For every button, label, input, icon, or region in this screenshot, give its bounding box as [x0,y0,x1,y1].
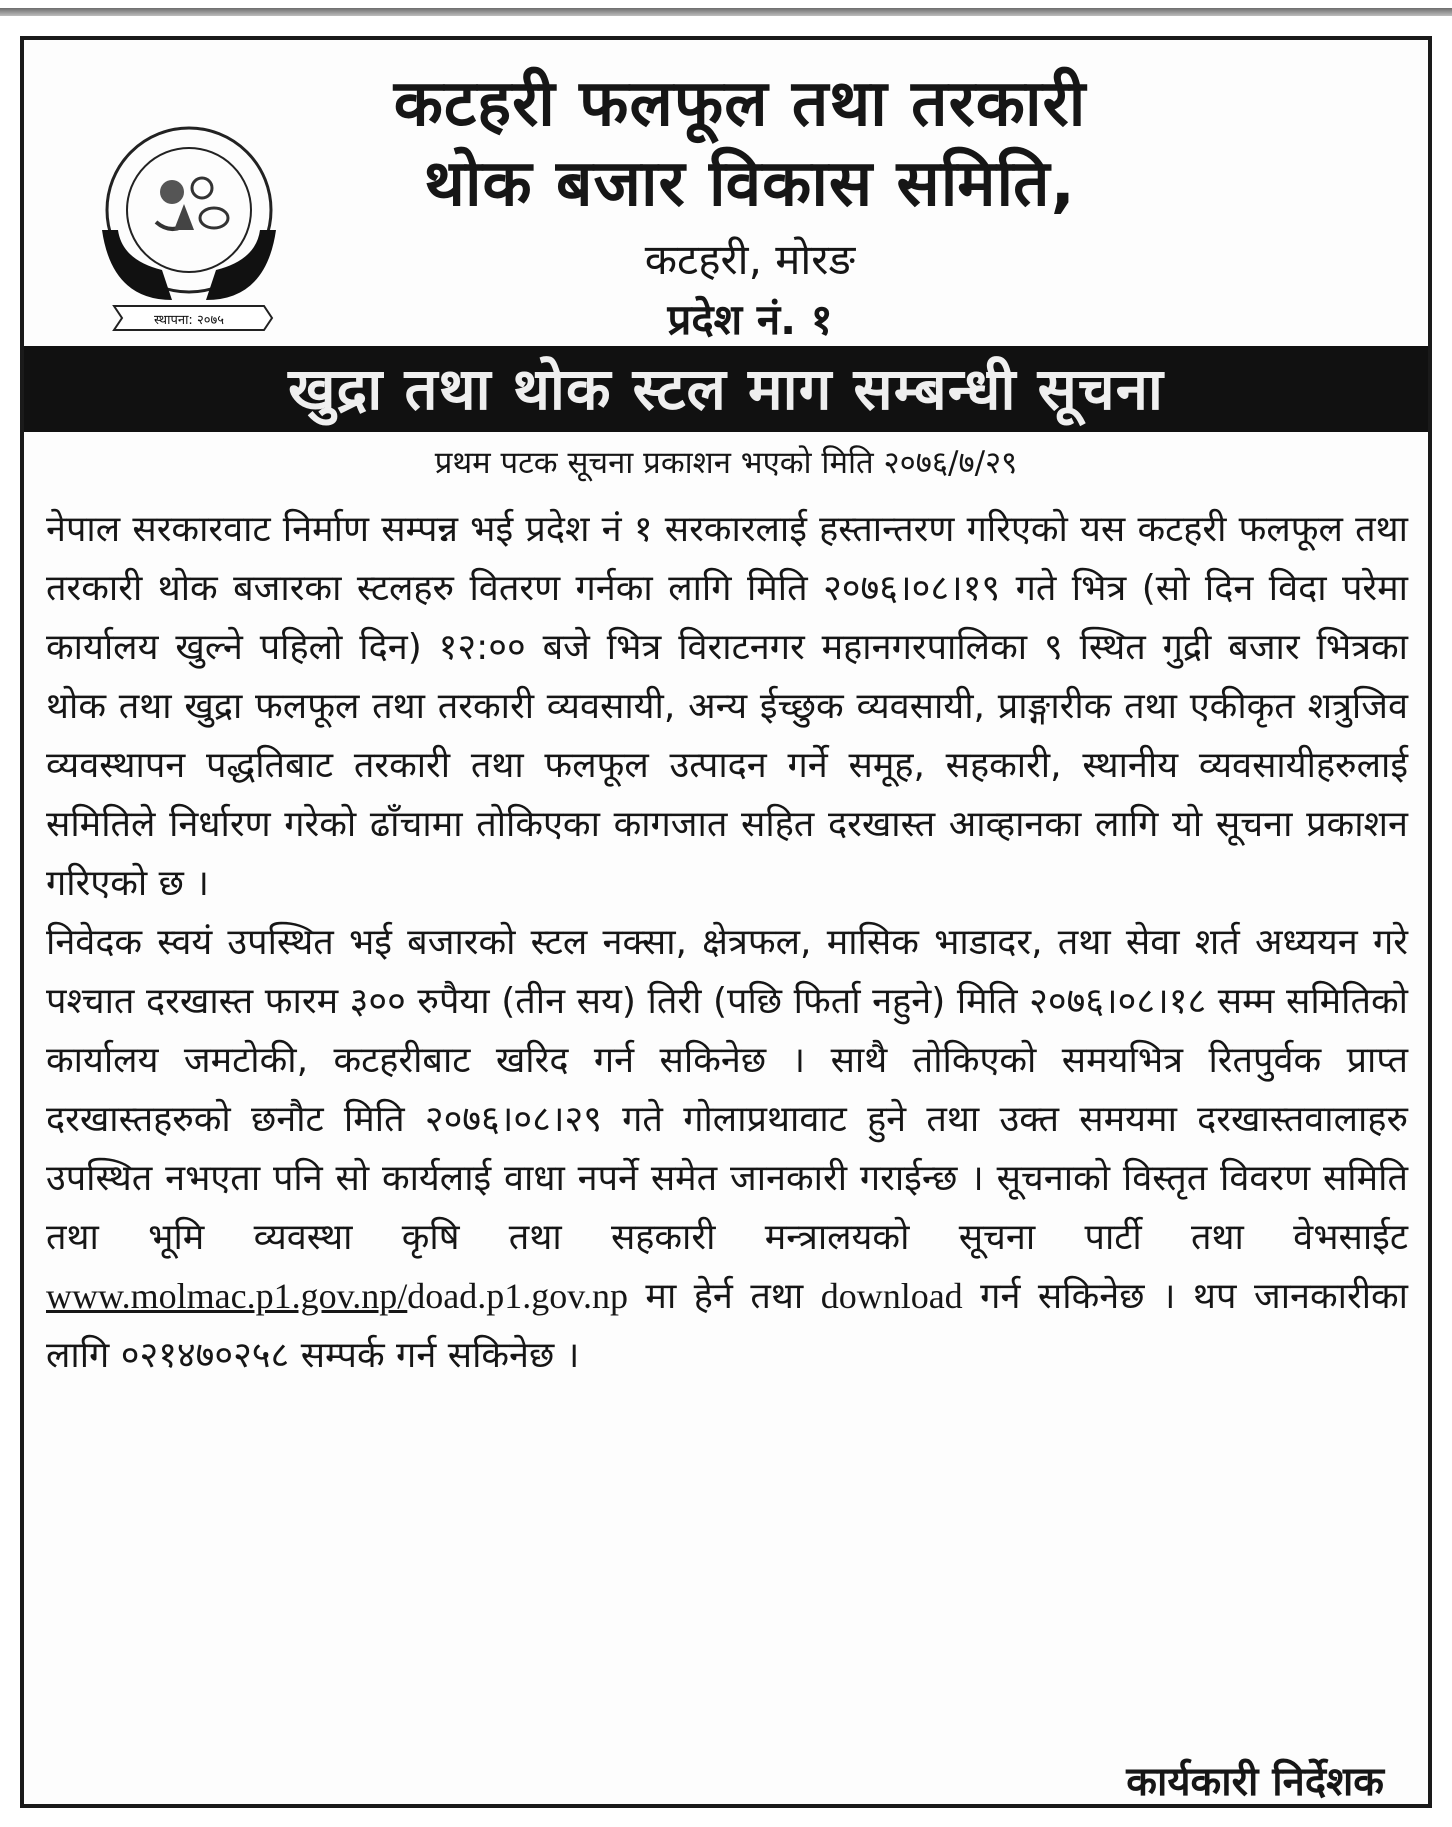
body-paragraph-2 [46,913,1408,1385]
paragraph-2-mid: मा हेर्न तथा [627,1276,821,1317]
body-paragraph-1: नेपाल सरकारवाट निर्माण सम्पन्न भई प्रदेश नं १ सरकारलाई हस्तान्तरण गरिएको यस कटहरी फलफूल तथा तरकारी थोक बजारका स्टलहरु वितरण गर्नका लागि मिति २०७६।०८।१९ गते भित्र (सो दिन विदा परेमा कार्यालय खुल्ने पहिलो दिन) १२:०० बजे भित्र विराटनगर महानगरपालिका ९ स्थित गुद्री बजार भित्रका थोक तथा खुद्रा फलफूल तथा तरकारी व्यवसायी, अन्य ईच्छुक व्यवसायी, प्राङ्गारीक तथा एकीकृत शत्रुजिव व्यवस्थापन पद्धतिबाट तरकारी तथा फलफूल उत्पादन गर्ने समूह, सहकारी, स्थानीय व्यवसायीहरुलाई समितिले निर्धारण गरेको ढाँचामा तोकिएका कागजात सहित दरखास्त आव्हानका लागि यो सूचना प्रकाशन गरिएको छ । [46,509,1408,904]
organization-name-line1: कटहरी फलफूल तथा तरकारी [393,67,1087,141]
notice-title-banner: खुद्रा तथा थोक स्टल माग सम्बन्धी सूचना [24,346,1428,432]
organization-location: कटहरी, मोरङ [644,235,856,284]
download-word: download [820,1276,963,1316]
signatory-title: कार्यकारी निर्देशक [1126,1759,1384,1805]
logo-established-label: स्थापना: २०७५ [154,313,224,328]
top-rule [0,8,1452,16]
paragraph-2-text: निवेदक स्वयं उपस्थित भई बजारको स्टल नक्सा, क्षेत्रफल, मासिक भाडादर, तथा सेवा शर्त अध्ययन गरे पश्चात दरखास्त फारम ३०० रुपैया (तीन सय) तिरी (पछि फिर्ता नहुने) मिति २०७६।०८।१८ सम्म समितिको कार्यालय जमटोकी, कटहरीबाट खरिद गर्न सकिनेछ । साथै तोकिएको समयभित्र रितपुर्वक प्राप्त दरखास्तहरुको छनौट मिति २०७६।०८।२९ गते गोलाप्रथावाट हुने तथा उक्त समयमा दरखास्तवालाहरु उपस्थित नभएता पनि सो कार्यलाई वाधा नपर्ने समेत जानकारी गराईन्छ । सूचनाको विस्तृत विवरण समिति तथा भूमि व्यवस्था कृषि तथा सहकारी मन्त्रालयको सूचना पार्टी तथा वेभसाईट [46,922,1408,1258]
province-number: प्रदेश नं. १ [667,295,833,344]
publication-date: प्रथम पटक सूचना प्रकाशन भएको मिति २०७६/७/२९ [434,445,1018,481]
ministry-website-link[interactable]: www.molmac.p1.gov.np/ [46,1276,408,1316]
department-website-link[interactable]: doad.p1.gov.np [407,1276,628,1316]
organization-name-line2: थोक बजार विकास समिति, [424,147,1076,221]
notice-body [46,500,1408,1385]
paragraph-2-tail: गर्न सकिनेछ । थप जानकारीका लागि ०२१४७०२५८ सम्पर्क गर्न सकिनेछ । [46,1276,1409,1376]
notice-frame [20,36,1432,1808]
